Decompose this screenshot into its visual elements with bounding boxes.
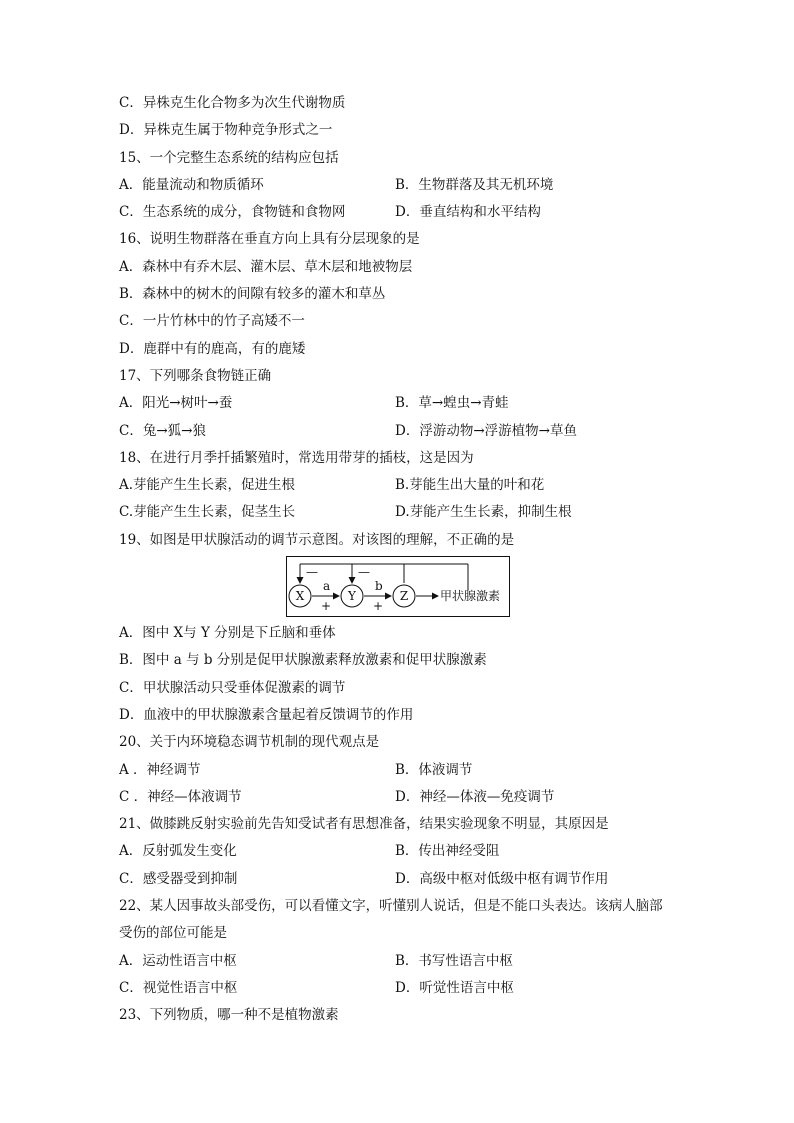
option-left: A.芽能产生生长素，促进生根 [119, 477, 296, 494]
node-y-label: Y [348, 589, 356, 604]
arrow-a-sign: + [321, 599, 332, 614]
option-right: B．草→蝗虫→青蛙 [395, 395, 509, 412]
text-line [119, 620, 719, 647]
line-text: C．甲状腺活动只受垂体促激素的调节 [119, 679, 346, 696]
option-left: C．兔→狐→狼 [119, 422, 206, 439]
text-line [119, 472, 719, 499]
text-line [119, 445, 719, 472]
text-line [119, 729, 719, 756]
line-text: C．一片竹林中的竹子高矮不一 [119, 313, 305, 330]
option-right: B.芽能生出大量的叶和花 [395, 477, 545, 494]
text-line [119, 647, 719, 674]
line-text: 20、关于内环境稳态调节机制的现代观点是 [119, 734, 380, 751]
feedback-sign-2: — [358, 565, 370, 580]
option-right: D．高级中枢对低级中枢有调节作用 [395, 870, 609, 887]
text-line [119, 811, 719, 838]
option-left: A．反射弧发生变化 [119, 843, 237, 860]
line-text: C．异株克生化合物多为次生代谢物质 [119, 95, 346, 111]
option-left: C．感受器受到抑制 [119, 870, 238, 887]
option-right: D.芽能产生生长素，抑制生根 [395, 504, 572, 521]
text-line [119, 254, 719, 281]
option-left: A．能量流动和物质循环 [119, 176, 264, 193]
text-line [119, 948, 719, 975]
text-line [119, 226, 719, 253]
text-line [119, 363, 719, 390]
option-right: B．生物群落及其无机环境 [395, 176, 554, 193]
line-text: 受伤的部位可能是 [119, 925, 227, 942]
node-x-label: X [295, 589, 305, 604]
text-line [119, 920, 719, 947]
thyroid-regulation-diagram [119, 554, 719, 620]
option-left: C ．神经—体液调节 [119, 788, 242, 805]
option-left: C.芽能产生生长素，促茎生长 [119, 504, 296, 521]
line-text: B．森林中的树木的间隙有较多的灌木和草丛 [119, 286, 386, 303]
option-left: C．生态系统的成分，食物链和食物网 [119, 204, 346, 221]
option-right: B．传出神经受阻 [395, 843, 500, 860]
text-line [119, 336, 719, 363]
option-right: B．书写性语言中枢 [395, 952, 513, 969]
document-page [119, 90, 719, 1030]
text-line [119, 390, 719, 417]
line-text: D．血液中的甲状腺激素含量起着反馈调节的作用 [119, 706, 414, 723]
line-text: 21、做膝跳反射实验前先告知受试者有思想准备，结果实验现象不明显，其原因是 [119, 816, 609, 833]
feedback-sign-1: — [306, 565, 318, 580]
line-text: D．异株克生属于物种竞争形式之一 [119, 122, 333, 139]
option-right: D．神经—体液—免疫调节 [395, 788, 555, 805]
line-text: 16、说明生物群落在垂直方向上具有分层现象的是 [119, 231, 420, 248]
text-line [119, 90, 719, 117]
text-line [119, 117, 719, 144]
option-left: A．阳光→树叶→蚕 [119, 395, 233, 412]
text-line [119, 527, 719, 554]
option-left: A ．神经调节 [119, 761, 201, 778]
text-line [119, 702, 719, 729]
line-text: 17、下列哪条食物链正确 [119, 367, 272, 384]
line-text: A．图中 X与 Y 分别是下丘脑和垂体 [119, 625, 336, 642]
text-line [119, 675, 719, 702]
option-right: D．垂直结构和水平结构 [395, 204, 541, 221]
text-line [119, 172, 719, 199]
text-line [119, 199, 719, 226]
output-label: 甲状腺激素 [440, 589, 501, 604]
line-text: B．图中 a 与 b 分别是促甲状腺激素释放激素和促甲状腺激素 [119, 652, 487, 669]
line-text: 15、一个完整生态系统的结构应包括 [119, 149, 339, 166]
question-block-1 [119, 90, 719, 554]
line-text: 23、下列物质，哪一种不是植物激素 [119, 1007, 339, 1024]
option-left: C．视觉性语言中枢 [119, 979, 238, 996]
text-line [119, 866, 719, 893]
text-line [119, 757, 719, 784]
text-line [119, 893, 719, 920]
arrow-b-sign: + [373, 599, 384, 614]
text-line [119, 418, 719, 445]
text-line [119, 145, 719, 172]
text-line [119, 975, 719, 1002]
line-text: A．森林中有乔木层、灌木层、草木层和地被物层 [119, 258, 413, 275]
option-left: A．运动性语言中枢 [119, 952, 237, 969]
arrow-b-label: b [375, 579, 383, 594]
line-text: 18、在进行月季扦插繁殖时，常选用带芽的插枝，这是因为 [119, 449, 474, 466]
text-line [119, 308, 719, 335]
line-text: 19、如图是甲状腺活动的调节示意图。对该图的理解，不正确的是 [119, 531, 515, 548]
diagram-svg [286, 556, 628, 618]
arrow-a-label: a [323, 579, 331, 594]
option-right: D．听觉性语言中枢 [395, 979, 514, 996]
line-text: D．鹿群中有的鹿高，有的鹿矮 [119, 340, 306, 357]
node-z-label: Z [399, 589, 409, 604]
text-line [119, 1002, 719, 1029]
option-right: B．体液调节 [395, 761, 473, 778]
question-block-2 [119, 620, 719, 1029]
text-line [119, 281, 719, 308]
line-text: 22、某人因事故头部受伤，可以看懂文字，听懂别人说话，但是不能口头表达。该病人脑部 [119, 898, 663, 915]
text-line [119, 784, 719, 811]
text-line [119, 499, 719, 526]
option-right: D．浮游动物→浮游植物→草鱼 [395, 422, 577, 439]
text-line [119, 838, 719, 865]
